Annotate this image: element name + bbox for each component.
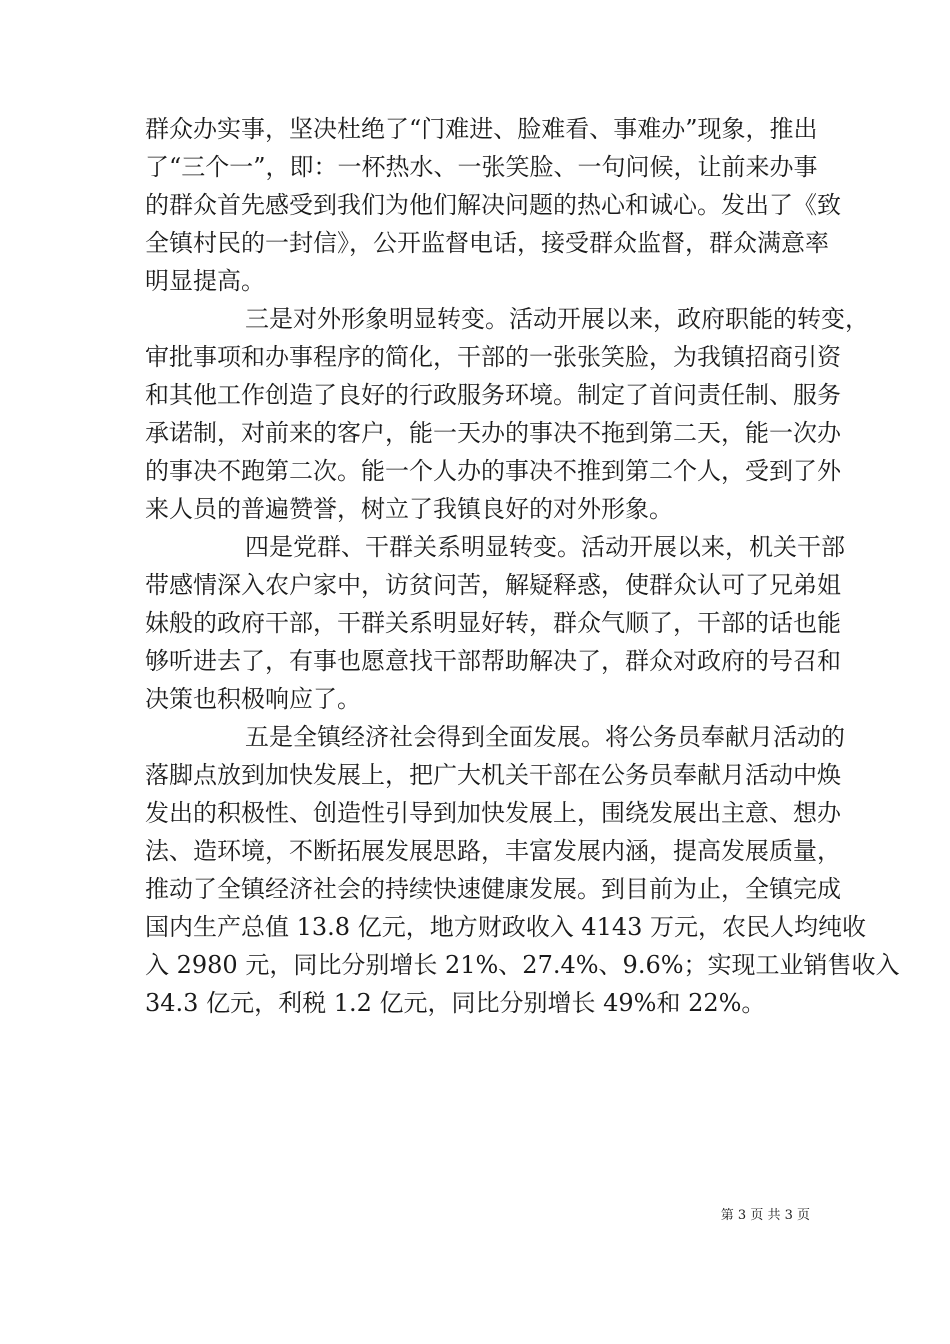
text-line: 三是对外形象明显转变。活动开展以来，政府职能的转变， xyxy=(245,305,869,333)
text-line: 的事决不跑第二次。能一个人办的事决不推到第二个人，受到了外 xyxy=(145,457,841,485)
paragraph xyxy=(145,300,869,528)
text-line: 够听进去了，有事也愿意找干部帮助解决了，群众对政府的号召和 xyxy=(145,647,841,675)
paragraph xyxy=(145,718,900,1022)
text-line: 法、造环境，不断拓展发展思路，丰富发展内涵，提高发展质量， xyxy=(145,837,841,865)
text-line: 发出的积极性、创造性引导到加快发展上，围绕发展出主意、想办 xyxy=(145,799,841,827)
text-line: 和其他工作创造了良好的行政服务环境。制定了首问责任制、服务 xyxy=(145,381,841,409)
text-line: 全镇村民的一封信》，公开监督电话，接受群众监督，群众满意率 xyxy=(145,229,829,257)
text-line: 明显提高。 xyxy=(145,267,265,295)
page-number-footer: 第 3 页 共 3 页 xyxy=(720,1208,810,1223)
text-line: 落脚点放到加快发展上，把广大机关干部在公务员奉献月活动中焕 xyxy=(145,761,841,789)
text-line: 来人员的普遍赞誉，树立了我镇良好的对外形象。 xyxy=(145,495,673,523)
text-line: 四是党群、干群关系明显转变。活动开展以来，机关干部 xyxy=(245,533,845,561)
text-line: 带感情深入农户家中，访贫问苦，解疑释惑，使群众认可了兄弟姐 xyxy=(145,571,841,599)
paragraph xyxy=(145,110,841,300)
text-line: 五是全镇经济社会得到全面发展。将公务员奉献月活动的 xyxy=(245,723,845,751)
text-line: 推动了全镇经济社会的持续快速健康发展。到目前为止，全镇完成 xyxy=(145,875,841,903)
text-line: 的群众首先感受到我们为他们解决问题的热心和诚心。发出了《致 xyxy=(145,191,841,219)
text-line: 34.3 亿元，利税 1.2 亿元，同比分别增长 49%和 22%。 xyxy=(145,989,766,1017)
text-line: 妹般的政府干部，干群关系明显好转，群众气顺了，干部的话也能 xyxy=(145,609,841,637)
paragraph xyxy=(145,528,845,718)
text-line: 入 2980 元，同比分别增长 21%、27.4%、9.6%；实现工业销售收入 xyxy=(145,951,900,979)
text-line: 了“三个一”，即：一杯热水、一张笑脸、一句问候，让前来办事 xyxy=(145,153,818,181)
document-body xyxy=(145,110,900,1022)
text-line: 承诺制，对前来的客户，能一天办的事决不拖到第二天，能一次办 xyxy=(145,419,841,447)
text-line: 决策也积极响应了。 xyxy=(145,685,361,713)
text-line: 群众办实事，坚决杜绝了“门难进、脸难看、事难办”现象，推出 xyxy=(145,115,818,143)
text-line: 审批事项和办事程序的简化，干部的一张张笑脸，为我镇招商引资 xyxy=(145,343,841,371)
text-line: 国内生产总值 13.8 亿元，地方财政收入 4143 万元，农民人均纯收 xyxy=(145,913,867,941)
